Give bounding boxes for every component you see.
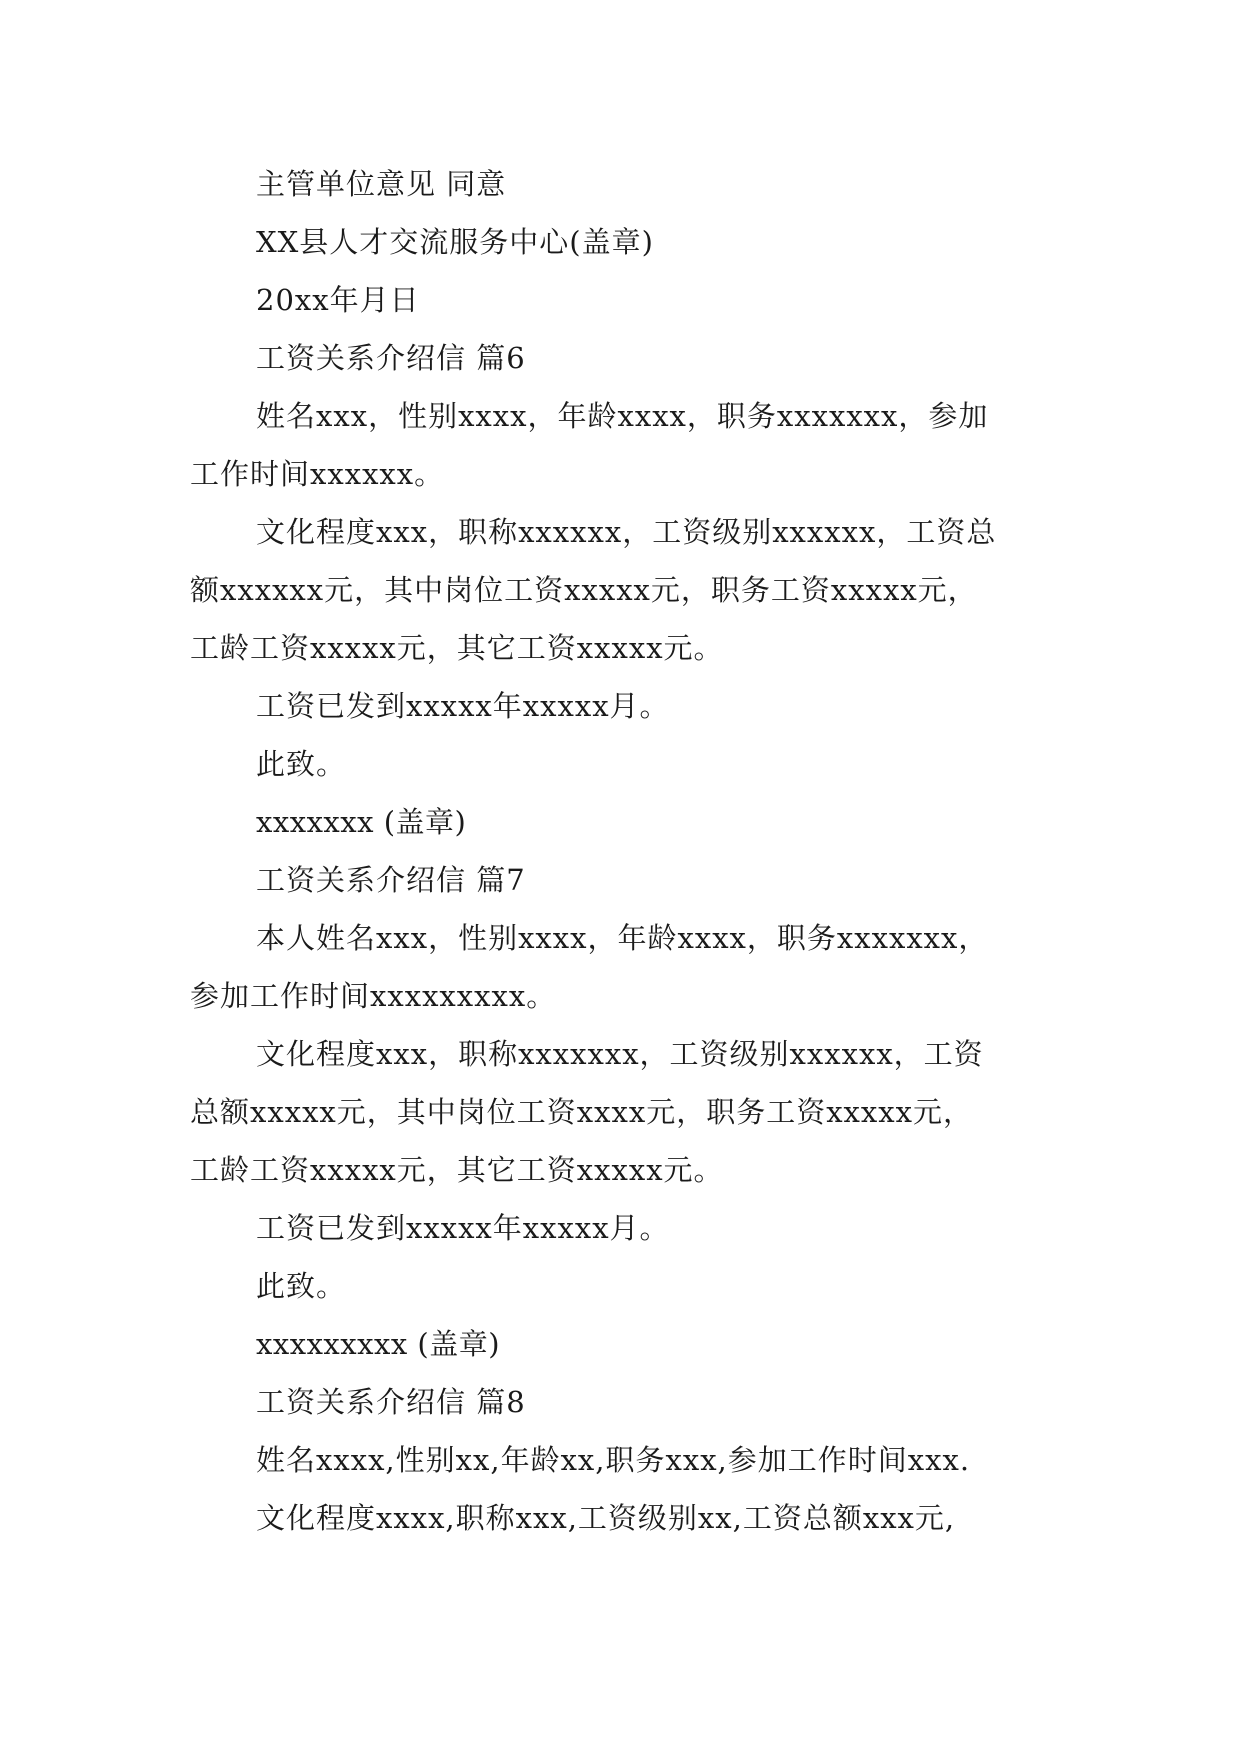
- paragraph-line: 工资已发到xxxxx年xxxxx月。: [256, 689, 670, 723]
- section-heading-6: 工资关系介绍信 篇6: [256, 341, 526, 375]
- paragraph-line: 总额xxxxx元，其中岗位工资xxxx元，职务工资xxxxx元，: [190, 1095, 973, 1129]
- paragraph-line: 工龄工资xxxxx元，其它工资xxxxx元。: [190, 1153, 724, 1187]
- date-line: 20xx年月日: [256, 283, 420, 317]
- seal-line: xxxxxxxxx (盖章): [256, 1327, 501, 1361]
- paragraph-line: 姓名xxx，性别xxxx，年龄xxxx，职务xxxxxxx，参加: [256, 399, 989, 433]
- paragraph-line: 工作时间xxxxxx。: [190, 457, 445, 491]
- closing-line: 此致。: [256, 747, 347, 781]
- paragraph-line: 工龄工资xxxxx元，其它工资xxxxx元。: [190, 631, 724, 665]
- seal-line: xxxxxxx (盖章): [256, 805, 467, 839]
- paragraph-line: 工资已发到xxxxx年xxxxx月。: [256, 1211, 670, 1245]
- section-heading-8: 工资关系介绍信 篇8: [256, 1385, 526, 1419]
- paragraph-line: 参加工作时间xxxxxxxxx。: [190, 979, 557, 1013]
- supervisor-opinion-line: 主管单位意见 同意: [256, 167, 507, 201]
- paragraph-line: 本人姓名xxx，性别xxxx，年龄xxxx，职务xxxxxxx，: [256, 921, 989, 955]
- paragraph-line: 文化程度xxx，职称xxxxxx，工资级别xxxxxx，工资总: [256, 515, 997, 549]
- closing-line: 此致。: [256, 1269, 347, 1303]
- paragraph-line: 文化程度xxx，职称xxxxxxx，工资级别xxxxxx，工资: [256, 1037, 984, 1071]
- paragraph-line: 姓名xxxx,性别xx,年龄xx,职务xxx,参加工作时间xxx.: [256, 1443, 971, 1477]
- paragraph-line: 文化程度xxxx,职称xxx,工资级别xx,工资总额xxx元,: [256, 1501, 956, 1535]
- paragraph-line: 额xxxxxx元，其中岗位工资xxxxx元，职务工资xxxxx元，: [190, 573, 978, 607]
- section-heading-7: 工资关系介绍信 篇7: [256, 863, 526, 897]
- issuer-seal-line: XX县人才交流服务中心(盖章): [256, 225, 654, 259]
